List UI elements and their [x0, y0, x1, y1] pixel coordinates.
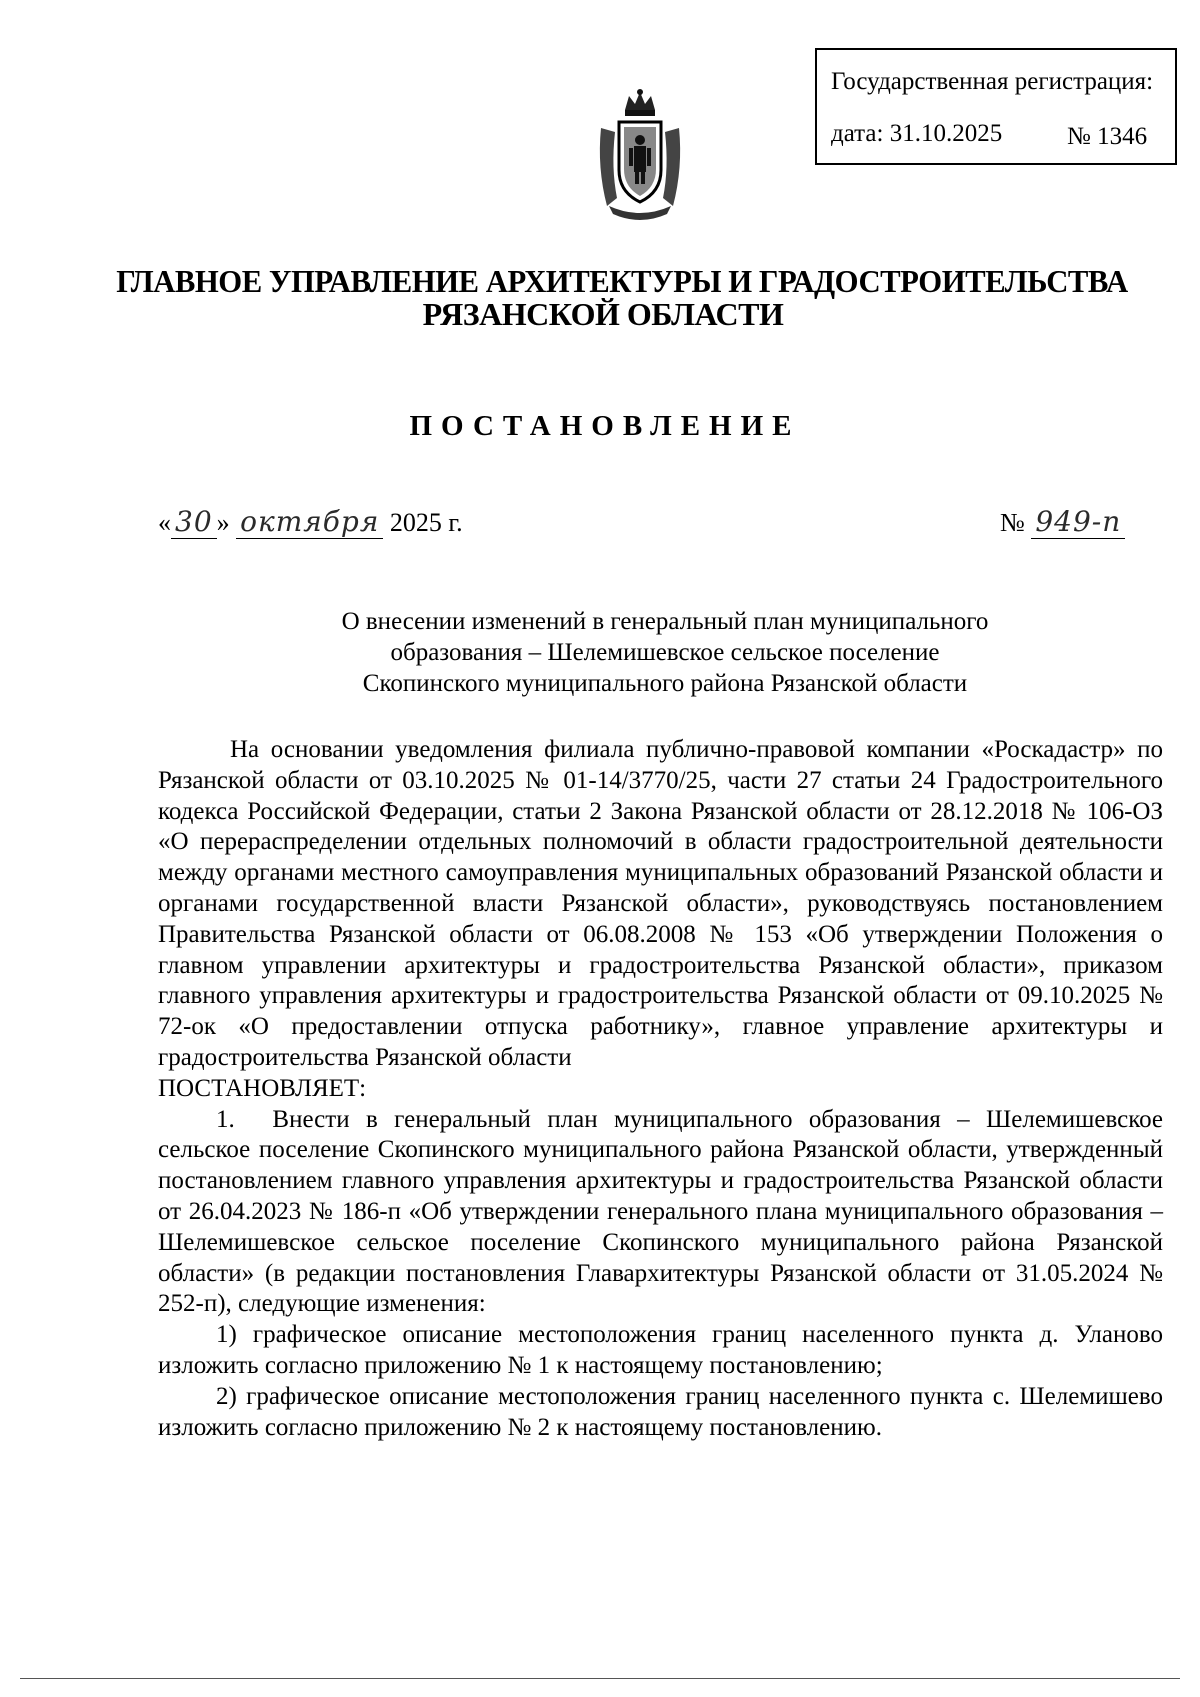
- subject-line2: образования – Шелемишевское сельское поселение: [390, 639, 940, 666]
- item-1-text: Внести в генеральный план муниципального образования – Шелемишевское сельское поселение Скопинского муниципального района Рязанской области, утвержденный постановлением главного управления архитектуры и градостроительства Рязанской области от 26.04.2023 № 186-п «Об утверждении генерального плана муниципального образования – Шелемишевское сельское поселение Скопинского муниципального района Рязанской области» (в редакции постановления Главархитектуры Рязанской области от 31.05.2024 № 252-п), следующие изменения:: [158, 1105, 1164, 1318]
- preamble-paragraph: На основании уведомления филиала публично-правовой компании «Роскадастр» по Рязанской области от 03.10.2025 № 01-14/3770/25, части 27 статьи 24 Градостроительного кодекса Российской Федерации, статьи 2 Закона Рязанской области от 28.12.2018 № 106-ОЗ «О перераспределении отдельных полномочий в области градостроительной деятельности между органами местного самоуправления муниципальных образований Рязанской области и органами государственной власти Рязанской области», руководствуясь постановлением Правительства Рязанской области от 06.08.2008 № 153 «Об утверждении Положения о главном управлении архитектуры и градостроительства Рязанской области», приказом главного управления архитектуры и градостроительства Рязанской области от 09.10.2025 № 72-ок «О предоставлении отпуска работнику», главное управление архитектуры и градостроительства Рязанской области: [158, 736, 1163, 1071]
- registration-date: дата: 31.10.2025: [831, 120, 1003, 147]
- date-open-quote: «: [158, 508, 171, 537]
- date-day: 30: [171, 505, 217, 539]
- document-body: [158, 735, 1163, 1443]
- date-close-quote: »: [216, 508, 230, 537]
- date-year: 2025 г.: [389, 508, 463, 537]
- resolves-keyword: ПОСТАНОВЛЯЕТ:: [158, 1074, 367, 1102]
- date-month: октября: [236, 505, 383, 539]
- item-1-paragraph: [158, 1105, 1163, 1321]
- document-subject: [0, 606, 1200, 699]
- page-bottom-divider: [20, 1678, 1180, 1679]
- subitem-2-paragraph: 2) графическое описание местоположения границ населенного пункта с. Шелемишево изложить согласно приложению № 2 к настоящему постановлению.: [158, 1382, 1163, 1441]
- document-type: ПОСТАНОВЛЕНИЕ: [409, 410, 801, 442]
- organization-name-line1: ГЛАВНОЕ УПРАВЛЕНИЕ АРХИТЕКТУРЫ И ГРАДОСТРОИТЕЛЬСТВА: [116, 263, 1128, 299]
- document-date: [158, 505, 463, 538]
- registration-stamp: [815, 48, 1177, 165]
- subject-line1: О внесении изменений в генеральный план муниципального: [341, 608, 989, 635]
- organization-name-line2: РЯЗАНСКОЙ ОБЛАСТИ: [422, 296, 784, 332]
- item-1-number: 1.: [216, 1105, 235, 1133]
- registration-title: Государственная регистрация:: [831, 68, 1154, 95]
- subject-line3: Скопинского муниципального района Рязанской области: [362, 670, 968, 697]
- coat-of-arms-icon: [595, 88, 685, 224]
- number-prefix: №: [1000, 508, 1025, 537]
- registration-number: № 1346: [1067, 123, 1148, 150]
- document-number: [1000, 505, 1125, 538]
- subitem-1-paragraph: 1) графическое описание местоположения границ населенного пункта д. Уланово изложить согласно приложению № 1 к настоящему постановлению;: [158, 1321, 1163, 1379]
- number-value: 949-п: [1031, 505, 1125, 539]
